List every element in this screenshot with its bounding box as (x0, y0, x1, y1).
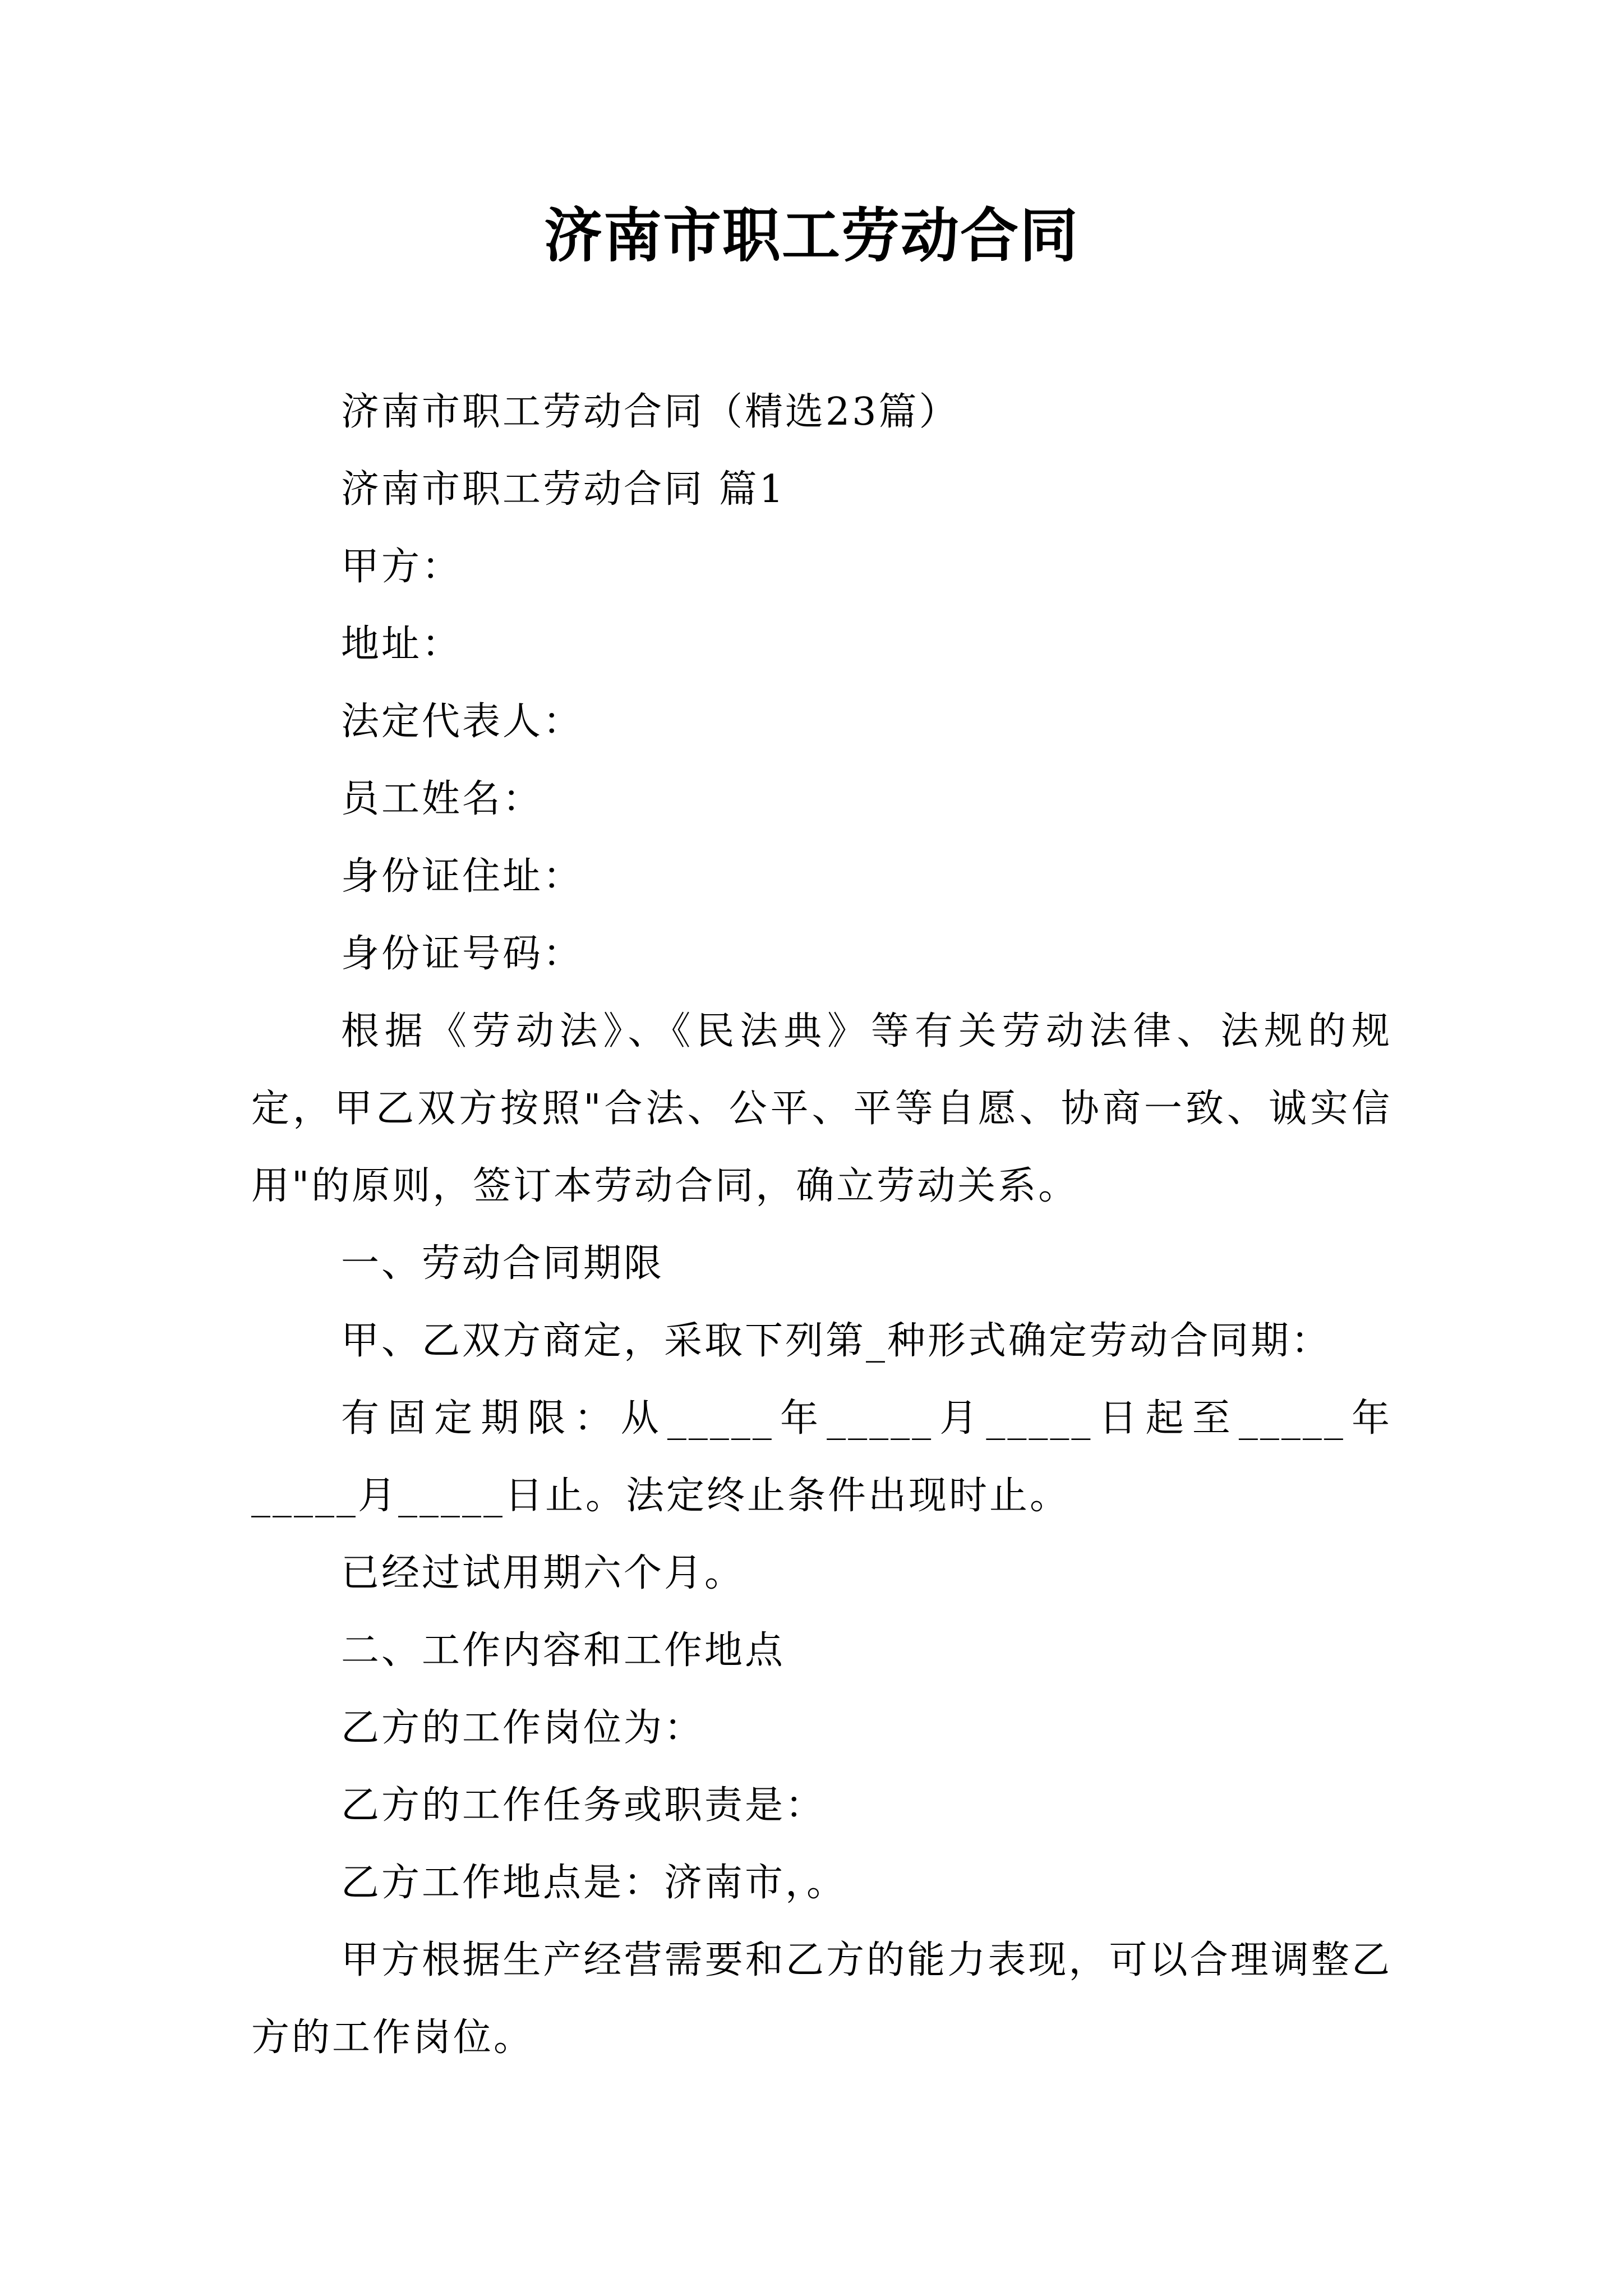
section-heading: 济南市职工劳动合同 篇1 (341, 467, 786, 512)
duties-field: 乙方的工作任务或职责是： (341, 1783, 826, 1828)
fixed-term-paragraph: 有固定期限：从_____年_____月_____日起至_____年_____月_____日止。法定终止条件出现时止。 (251, 1396, 1392, 1518)
document-body (251, 374, 1392, 2077)
legal-representative-field: 法定代表人： (341, 700, 584, 744)
preamble-paragraph: 根据《劳动法》、《民法典》等有关劳动法律、法规的规定，甲乙双方按照"合法、公平、平等自愿、协商一致、诚实信用"的原则，签订本劳动合同，确立劳动关系。 (251, 1009, 1392, 1208)
address-field: 地址： (341, 622, 463, 666)
adjustment-paragraph: 甲方根据生产经营需要和乙方的能力表现，可以合理调整乙方的工作岗位。 (251, 1938, 1392, 2060)
term-form-paragraph: 甲、乙双方商定，采取下列第_种形式确定劳动合同期： (341, 1319, 1332, 1363)
subtitle-line: 济南市职工劳动合同（精选23篇） (341, 390, 960, 434)
clause-heading-term: 一、劳动合同期限 (341, 1241, 665, 1286)
workplace-field: 乙方工作地点是：济南市，。 (341, 1861, 847, 1905)
position-field: 乙方的工作岗位为： (341, 1706, 705, 1750)
document-title: 济南市职工劳动合同 (543, 201, 1079, 270)
clause-heading-work: 二、工作内容和工作地点 (341, 1628, 786, 1673)
probation-paragraph: 已经过试用期六个月。 (341, 1551, 745, 1595)
id-address-field: 身份证住址： (341, 854, 584, 899)
employee-name-field: 员工姓名： (341, 777, 543, 821)
id-number-field: 身份证号码： (341, 932, 584, 976)
party-a-field: 甲方： (341, 545, 463, 589)
